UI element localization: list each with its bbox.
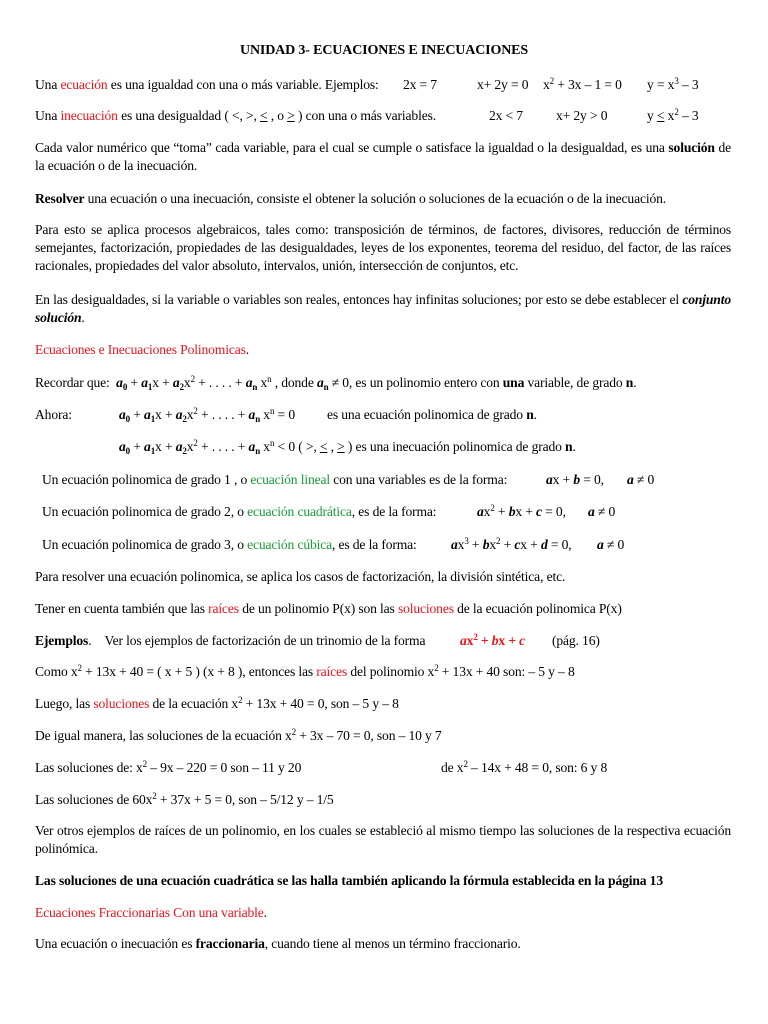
grado2-line: Un ecuación polinomica de grado 2, o ecuación cuadrática, es de la forma: (42, 504, 437, 519)
soluciones-de-right: de $x^2 - 14x + 48 = 0$, son: 6 y 8 (441, 759, 608, 775)
desigualdades-paragraph: En las desigualdades, si la variable o variables son reales, entonces hay infinitas soluciones; por esto se debe establecer el conjunto solución. (35, 292, 731, 325)
grado2-cond: a ≠ 0 (588, 504, 616, 519)
trinomio-form: $ax^2$ + bx + c (460, 632, 526, 648)
ahora-equation: $a_0 + a_1x + a_2x^2$ + . . . . + $a_n$ $x^n = 0$ (119, 406, 295, 424)
ahora-label: Ahora: (35, 407, 72, 422)
ineq-example-1: 2x < 7 (489, 108, 523, 123)
soluciones-de-left: Las soluciones de: $x^2 - 9x - 220 = 0$ son – 11 y 20 (35, 759, 302, 775)
grado1-cond: a ≠ 0 (627, 472, 655, 487)
page-reference: (pág. 16) (552, 633, 600, 648)
term-solucion: solución (668, 140, 715, 155)
procesos-paragraph: Para esto se aplica procesos algebraicos, tales como: transposición de términos, de factores, divisores, reducción de términos semejantes, factorización, propiedades de las desigualdades, leyes de los exponentes, teorema del residuo, del factor, de las raíces racionales, propiedades del valor absoluto, intervalos, unión, intersección de conjuntos, etc. (35, 222, 731, 273)
recordar-line: Recordar que: $a_0 + a_1x + a_2x^2$ + . . . . + $a_n$ $x^n$ , donde $a_n \ne 0$, es un polinomio entero con una variable, de grado n. (35, 374, 637, 392)
term-ecuacion-cuadratica: ecuación cuadrática (247, 504, 352, 519)
term-fraccionaria: fraccionaria (195, 936, 265, 951)
example-2: x+ 2y = 0 (477, 77, 529, 92)
resolver-paragraph: Resolver una ecuación o una inecuación, consiste el obtener la solución o soluciones de la ecuación o de la inecuación. (35, 191, 667, 206)
example-3: $x^2 + 3x - 1 = 0$ (543, 76, 622, 92)
grado1-line: Un ecuación polinomica de grado 1 , o ecuación lineal con una variables es de la forma: (42, 472, 508, 487)
grado1-form: ax + b = 0, (546, 472, 604, 487)
grado3-line: Un ecuación polinomica de grado 3, o ecuación cúbica, es de la forma: (42, 537, 417, 552)
soluciones-60-line: Las soluciones de $60x^2 + 37x + 5 = 0$, son – 5/12 y – 1/5 (35, 791, 334, 807)
heading-polinomicas: Ecuaciones e Inecuaciones Polinomicas. (35, 342, 249, 357)
heading-fraccionarias: Ecuaciones Fraccionarias Con una variable. (35, 905, 267, 920)
term-resolver: Resolver (35, 191, 85, 206)
example-4: $y = x^3 - 3$ (647, 76, 699, 92)
resolver-polinomica: Para resolver una ecuación polinomica, se aplica los casos de factorización, la división sintética, etc. (35, 569, 566, 584)
term-ecuacion: ecuación (60, 77, 108, 92)
term-ecuacion-cubica: ecuación cúbica (247, 537, 333, 552)
ahora-desc: es una ecuación polinomica de grado n. (327, 407, 537, 422)
page-title: UNIDAD 3- ECUACIONES E INECUACIONES (239, 43, 528, 58)
luego-line: Luego, las soluciones de la ecuación $x^2 + 13x + 40 = 0$, son – 5 y – 8 (35, 695, 399, 711)
ineq-example-3: $y < x^2 - 3$ (647, 107, 699, 123)
term-conjunto-solucion: conjunto solución (35, 292, 731, 325)
grado2-form: $ax^2$ + bx + c = 0, (477, 503, 566, 519)
como-line: Como $x^2 + 13x + 40$ = ( x + 5 ) (x + 8 ), entonces las raíces del polinomio $x^2 + 13x + 40$ son: – 5 y – 8 (35, 663, 575, 679)
raices-line: Tener en cuenta también que las raíces de un polinomio P(x) son las soluciones de la ecuación polinomica P(x) (35, 601, 622, 616)
formula-line: Las soluciones de una ecuación cuadrática se las halla también aplicando la fórmula establecida en la página 13 (35, 873, 663, 888)
ejemplos-line: Ejemplos. Ver los ejemplos de factorización de un trinomio de la forma (35, 633, 426, 648)
inecuacion-polinomica-line: $a_0 + a_1x + a_2x^2$ + . . . . + $a_n$ $x^n < 0$ ( >, < , > ) es una inecuación polinomica de grado n. (119, 438, 576, 456)
grado3-form: $ax^3 + bx^2$ + cx + d = 0, (451, 536, 572, 552)
ineq-example-2: x+ 2y > 0 (556, 108, 608, 123)
inecuacion-definition: Una inecuación es una desigualdad ( <, >, < , o > ) con una o más variables. (35, 108, 436, 123)
solucion-paragraph: Cada valor numérico que “toma” cada variable, para el cual se cumple o satisface la igualdad o la desigualdad, es una solución de la ecuación o de la inecuación. (35, 140, 731, 173)
ecuacion-definition: Una ecuación es una igualdad con una o más variable. Ejemplos: (35, 77, 379, 92)
term-ecuacion-lineal: ecuación lineal (250, 472, 330, 487)
fraccionaria-definition: Una ecuación o inecuación es fraccionaria, cuando tiene al menos un término fraccionario. (35, 936, 521, 951)
igual-line: De igual manera, las soluciones de la ecuación $x^2 + 3x - 70 = 0$, son – 10 y 7 (35, 727, 442, 743)
term-inecuacion: inecuación (60, 108, 118, 123)
grado3-cond: a ≠ 0 (597, 537, 625, 552)
example-1: 2x = 7 (403, 77, 437, 92)
otros-ejemplos-paragraph: Ver otros ejemplos de raíces de un polinomio, en los cuales se estableció al mismo tiempo las soluciones de la respectiva ecuación polinómica. (35, 823, 731, 856)
